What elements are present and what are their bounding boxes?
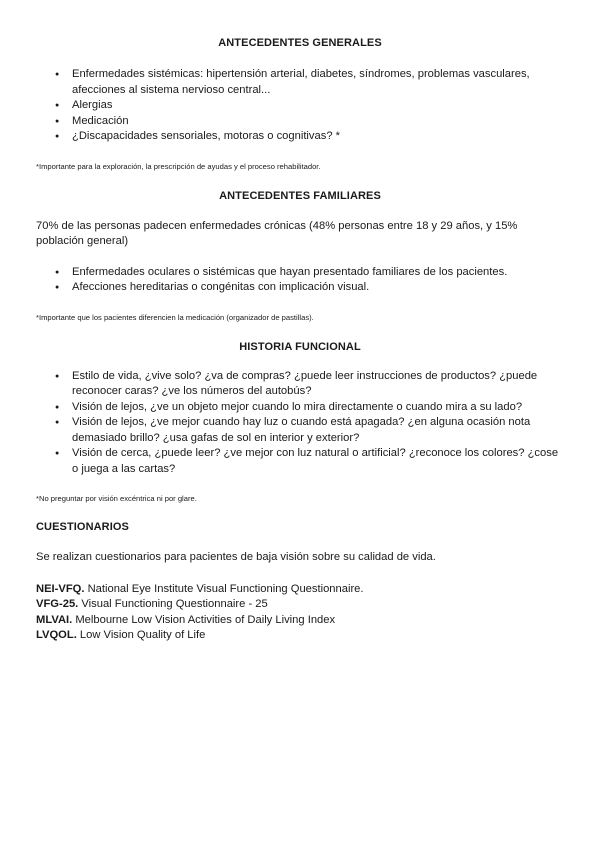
section-title-cuestionarios: CUESTIONARIOS	[36, 521, 129, 533]
section-title-historia-funcional: HISTORIA FUNCIONAL	[239, 340, 361, 353]
list-item: ● Estilo de vida, ¿vive solo? ¿va de compras? ¿puede leer instrucciones de productos? ¿puede reconocer caras? ¿ve los números del autobús?	[36, 369, 564, 400]
questionnaire-name: National Eye Institute Visual Functioning Questionnaire.	[87, 582, 364, 595]
antecedentes-familiares-list	[36, 265, 564, 296]
list-item: ● Enfermedades sistémicas: hipertensión arterial, diabetes, síndromes, problemas vasculares, afecciones al sistema nervioso central...	[36, 67, 564, 98]
list-item: ● Medicación	[36, 114, 564, 130]
familiares-note: *Importante que los pacientes diferencien la medicación (organizador de pastillas).	[36, 312, 314, 322]
generales-note: *Importante para la exploración, la prescripción de ayudas y el proceso rehabilitador.	[36, 161, 321, 171]
list-item: ● Alergias	[36, 98, 564, 114]
questionnaire-name: Visual Functioning Questionnaire - 25	[81, 598, 268, 610]
list-item: ● Visión de lejos, ¿ve un objeto mejor cuando lo mira directamente o cuando mira a su lado?	[36, 400, 564, 416]
section-title-antecedentes-familiares: ANTECEDENTES FAMILIARES	[219, 189, 381, 202]
section-title-antecedentes-generales: ANTECEDENTES GENERALES	[218, 37, 382, 49]
questionnaire-abbr: MLVAI.	[36, 613, 73, 626]
questionnaire-name: Melbourne Low Vision Activities of Daily Living Index	[75, 613, 336, 626]
cuestionarios-list	[36, 582, 564, 644]
questionnaire-entry	[36, 597, 564, 613]
questionnaire-abbr: NEI-VFQ.	[36, 582, 85, 595]
list-item: ● Afecciones hereditarias o congénitas con implicación visual.	[36, 280, 564, 296]
questionnaire-abbr: LVQOL.	[36, 629, 77, 641]
antecedentes-generales-list	[36, 67, 564, 145]
questionnaire-entry	[36, 628, 564, 644]
questionnaire-entry	[36, 582, 564, 598]
list-item: ● Visión de cerca, ¿puede leer? ¿ve mejor con luz natural o artificial? ¿reconoce los colores? ¿cose o juega a las cartas?	[36, 446, 564, 477]
list-item: ● Enfermedades oculares o sistémicas que hayan presentado familiares de los pacientes.	[36, 265, 564, 281]
questionnaire-name: Low Vision Quality of Life	[79, 629, 206, 641]
list-item: ● ¿Discapacidades sensoriales, motoras o cognitivas? *	[36, 129, 564, 145]
document-page	[36, 36, 564, 644]
questionnaire-abbr: VFG-25.	[36, 598, 79, 610]
cuestionarios-intro: Se realizan cuestionarios para pacientes de baja visión sobre su calidad de vida.	[36, 551, 436, 563]
historia-funcional-list	[36, 369, 564, 478]
questionnaire-entry	[36, 613, 564, 629]
list-item: ● Visión de lejos, ¿ve mejor cuando hay luz o cuando está apagada? ¿en alguna ocasión nota demasiado brillo? ¿usa gafas de sol en interior y exterior?	[36, 415, 564, 446]
funcional-note: *No preguntar por visión excéntrica ni por glare.	[36, 494, 197, 503]
familiares-intro: 70% de las personas padecen enfermedades crónicas (48% personas entre 18 y 29 años, y 15% población general)	[36, 219, 518, 247]
